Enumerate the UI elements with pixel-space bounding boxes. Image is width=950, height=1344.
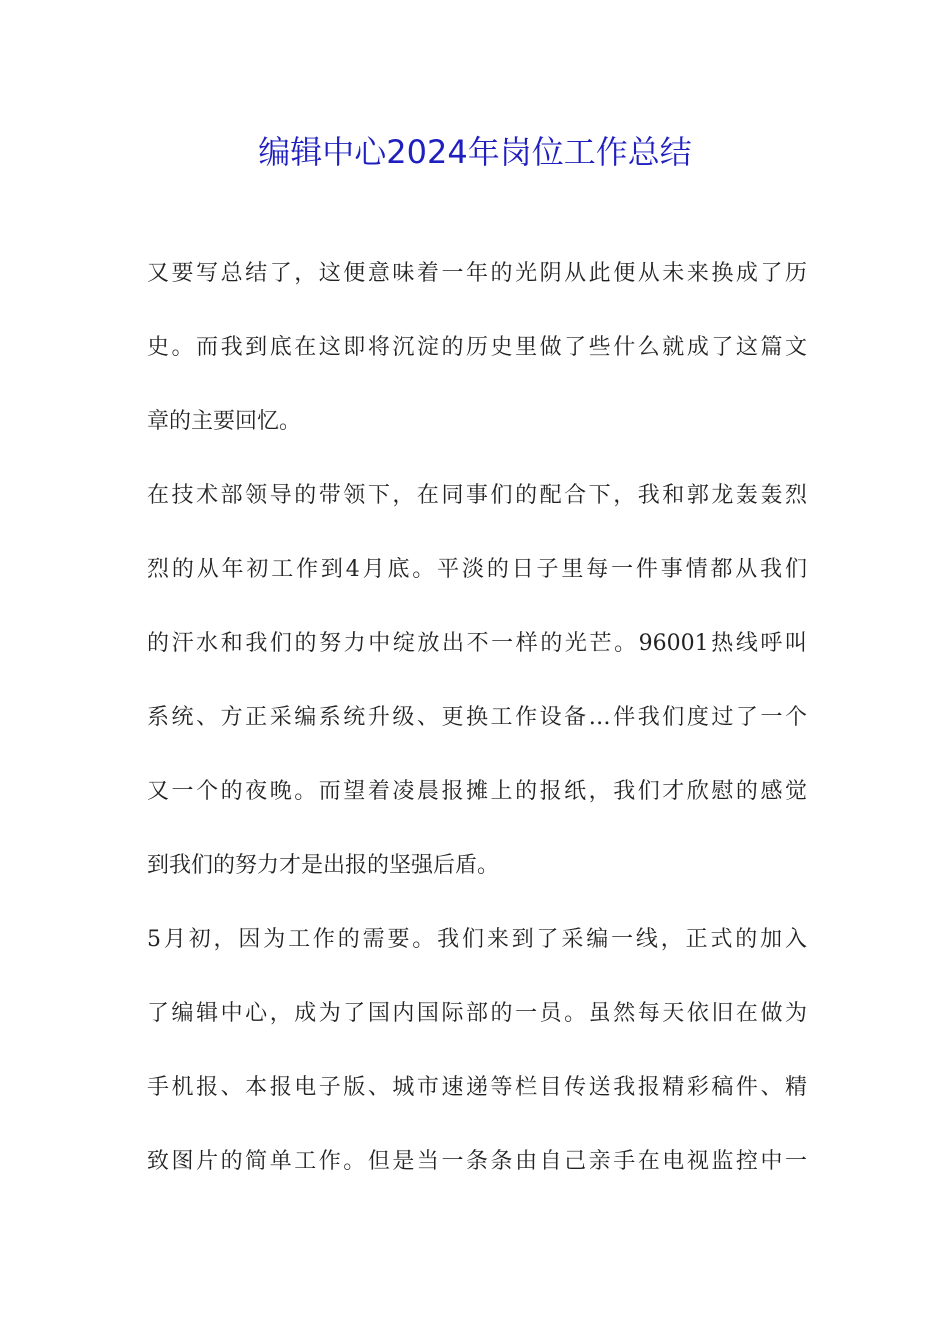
body-line: 了编辑中心，成为了国内国际部的一员。虽然每天依旧在做为 <box>147 1001 807 1026</box>
body-line: 章的主要回忆。 <box>147 409 302 434</box>
document-body <box>147 262 807 1224</box>
body-line: 的汗水和我们的努力中绽放出不一样的光芒。96001热线呼叫 <box>147 631 807 656</box>
body-line: 致图片的简单工作。但是当一条条由自己亲手在电视监控中一 <box>147 1149 807 1174</box>
body-line: 系统、方正采编系统升级、更换工作设备…伴我们度过了一个 <box>147 705 807 730</box>
document-title: 编辑中心2024年岗位工作总结 <box>258 133 692 171</box>
body-line: 5月初，因为工作的需要。我们来到了采编一线，正式的加入 <box>147 927 807 952</box>
body-line: 在技术部领导的带领下，在同事们的配合下，我和郭龙轰轰烈 <box>147 483 807 508</box>
body-line: 手机报、本报电子版、城市速递等栏目传送我报精彩稿件、精 <box>147 1075 807 1100</box>
body-line: 史。而我到底在这即将沉淀的历史里做了些什么就成了这篇文 <box>147 335 807 360</box>
body-line: 又一个的夜晚。而望着凌晨报摊上的报纸，我们才欣慰的感觉 <box>147 779 807 804</box>
body-line: 到我们的努力才是出报的坚强后盾。 <box>147 853 500 878</box>
body-line: 烈的从年初工作到4月底。平淡的日子里每一件事情都从我们 <box>147 557 807 582</box>
body-line: 又要写总结了，这便意味着一年的光阴从此便从未来换成了历 <box>147 261 807 286</box>
